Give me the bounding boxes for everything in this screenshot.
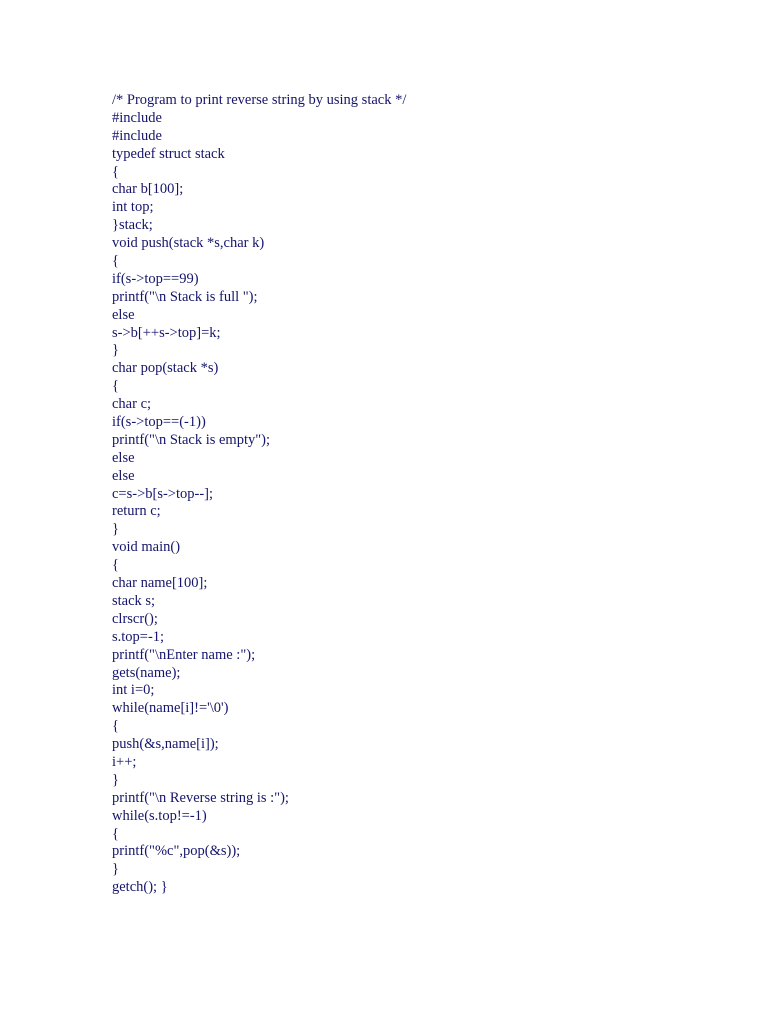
- code-line: char pop(stack *s): [112, 360, 219, 377]
- code-line: }: [112, 771, 119, 788]
- code-line: {: [112, 253, 119, 270]
- code-line: /* Program to print reverse string by using stack */: [112, 92, 407, 108]
- code-line: printf("\n Stack is empty");: [112, 431, 271, 448]
- code-line: while(s.top!=-1): [112, 807, 207, 824]
- code-line: typedef struct stack: [112, 145, 225, 162]
- code-line: }stack;: [112, 217, 153, 234]
- code-line: stack s;: [112, 592, 156, 609]
- code-line: {: [112, 557, 119, 574]
- code-line: return c;: [112, 503, 161, 520]
- code-line: int i=0;: [112, 682, 155, 699]
- code-line: else: [112, 467, 135, 484]
- code-line: if(s->top==99): [112, 270, 199, 287]
- code-line: printf("\n Reverse string is :");: [112, 789, 289, 806]
- code-line: printf("\nEnter name :");: [112, 646, 256, 663]
- code-line: getch(); }: [112, 879, 168, 896]
- code-line: i++;: [112, 753, 137, 770]
- code-line: s.top=-1;: [112, 628, 165, 645]
- code-listing: [112, 92, 406, 897]
- code-line: #include: [112, 127, 162, 144]
- code-line: s->b[++s->top]=k;: [112, 324, 221, 341]
- code-line: while(name[i]!='\0'): [112, 700, 229, 717]
- code-line: void main(): [112, 539, 181, 556]
- code-line: char c;: [112, 396, 152, 413]
- code-line: push(&s,name[i]);: [112, 736, 219, 753]
- code-line: if(s->top==(-1)): [112, 414, 206, 431]
- code-line: printf("%c",pop(&s));: [112, 843, 241, 860]
- code-line: #include: [112, 109, 162, 126]
- code-line: gets(name);: [112, 664, 181, 681]
- code-line: char b[100];: [112, 181, 184, 198]
- code-line: }: [112, 342, 119, 359]
- code-line: {: [112, 825, 119, 842]
- code-line: clrscr();: [112, 610, 158, 627]
- code-line: char name[100];: [112, 575, 208, 592]
- code-line: c=s->b[s->top--];: [112, 485, 214, 502]
- code-line: int top;: [112, 199, 154, 216]
- code-line: void push(stack *s,char k): [112, 235, 265, 252]
- code-line: {: [112, 163, 119, 180]
- code-line: else: [112, 306, 135, 323]
- code-line: {: [112, 378, 119, 395]
- code-line: {: [112, 718, 119, 735]
- code-line: }: [112, 861, 119, 878]
- code-line: }: [112, 521, 119, 538]
- code-line: else: [112, 449, 135, 466]
- code-line: printf("\n Stack is full ");: [112, 288, 258, 305]
